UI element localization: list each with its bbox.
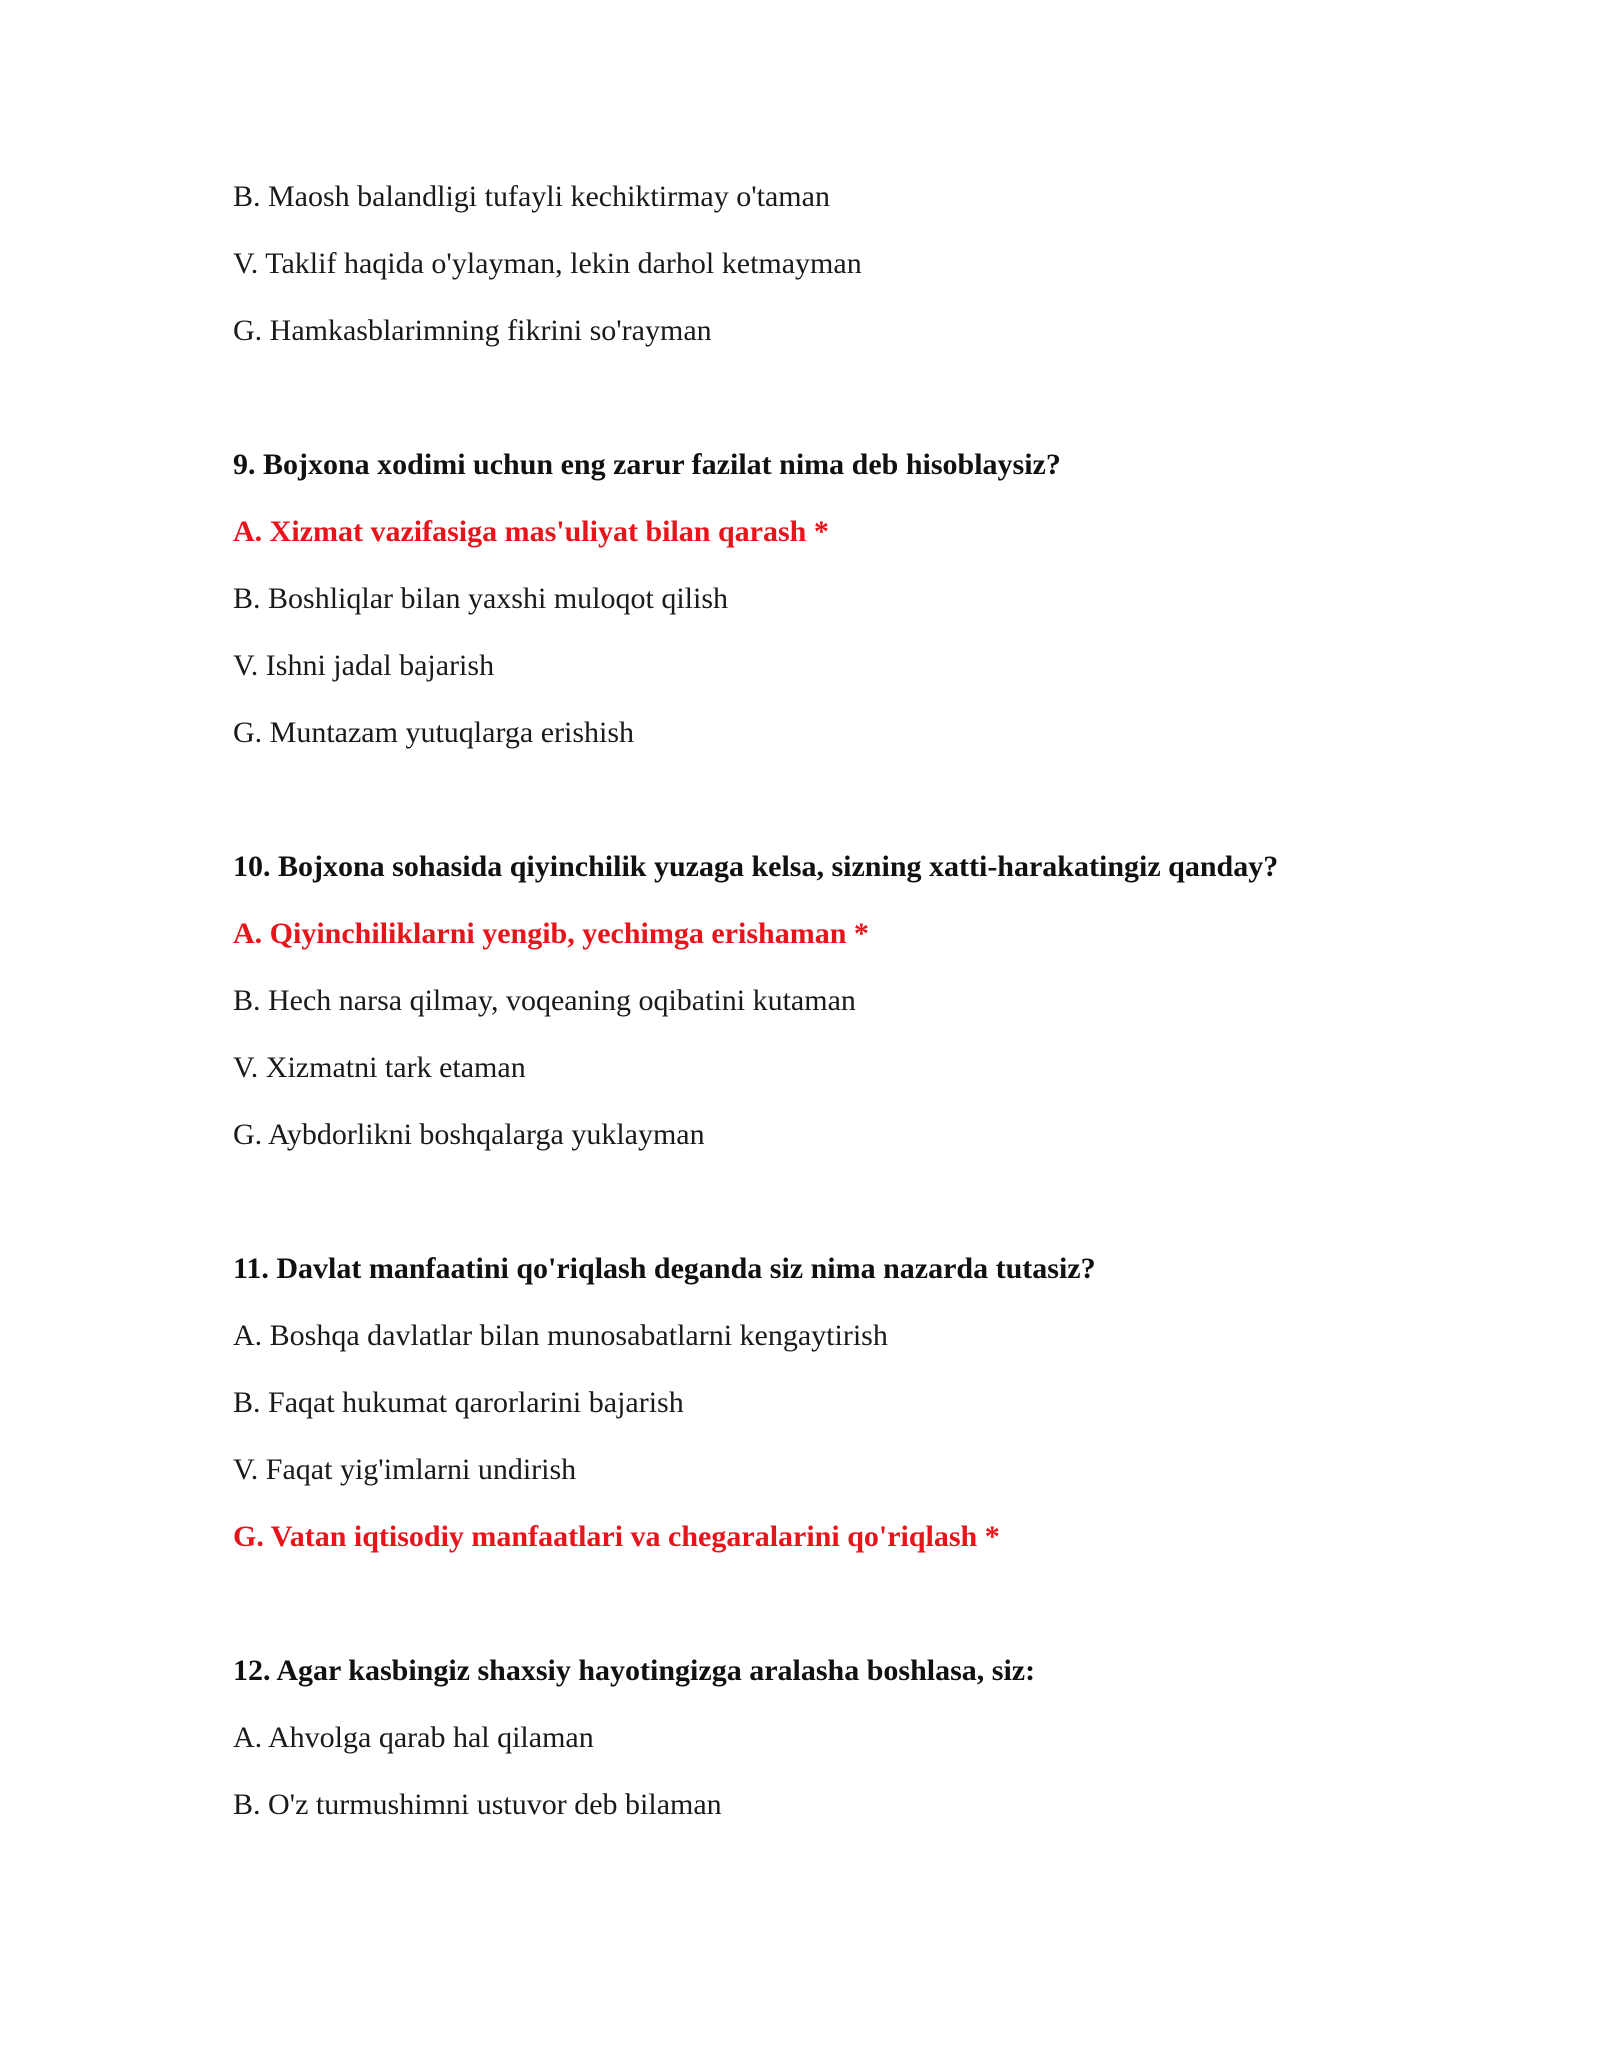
question-10: 10. Bojxona sohasida qiyinchilik yuzaga kelsa, sizning xatti-harakatingiz qanday? bbox=[233, 850, 1279, 883]
question-11: 11. Davlat manfaatini qo'riqlash deganda siz nima nazarda tutasiz? bbox=[233, 1252, 1096, 1285]
option-v: V. Xizmatni tark etaman bbox=[233, 1051, 526, 1084]
question-9: 9. Bojxona xodimi uchun eng zarur fazilat nima deb hisoblaysiz? bbox=[233, 448, 1061, 481]
question-list bbox=[233, 180, 1433, 1855]
option-g: G. Hamkasblarimning fikrini so'rayman bbox=[233, 314, 712, 347]
option-b: B. Hech narsa qilmay, voqeaning oqibatini kutaman bbox=[233, 984, 856, 1017]
option-a: A. Boshqa davlatlar bilan munosabatlarni kengaytirish bbox=[233, 1319, 888, 1352]
option-b: B. Faqat hukumat qarorlarini bajarish bbox=[233, 1386, 684, 1419]
option-g: G. Muntazam yutuqlarga erishish bbox=[233, 716, 635, 749]
option-a-correct: A. Qiyinchiliklarni yengib, yechimga erishaman * bbox=[233, 917, 869, 950]
question-12: 12. Agar kasbingiz shaxsiy hayotingizga aralasha boshlasa, siz: bbox=[233, 1654, 1036, 1687]
option-b: B. O'z turmushimni ustuvor deb bilaman bbox=[233, 1788, 722, 1821]
option-a: A. Ahvolga qarab hal qilaman bbox=[233, 1721, 594, 1754]
option-v: V. Faqat yig'imlarni undirish bbox=[233, 1453, 577, 1486]
option-b: B. Maosh balandligi tufayli kechiktirmay o'taman bbox=[233, 180, 830, 213]
option-g: G. Aybdorlikni boshqalarga yuklayman bbox=[233, 1118, 705, 1151]
option-v: V. Taklif haqida o'ylayman, lekin darhol ketmayman bbox=[233, 247, 862, 280]
option-v: V. Ishni jadal bajarish bbox=[233, 649, 495, 682]
option-a-correct: A. Xizmat vazifasiga mas'uliyat bilan qarash * bbox=[233, 515, 829, 548]
option-b: B. Boshliqlar bilan yaxshi muloqot qilish bbox=[233, 582, 728, 615]
option-g-correct: G. Vatan iqtisodiy manfaatlari va chegaralarini qo'riqlash * bbox=[233, 1520, 1000, 1553]
